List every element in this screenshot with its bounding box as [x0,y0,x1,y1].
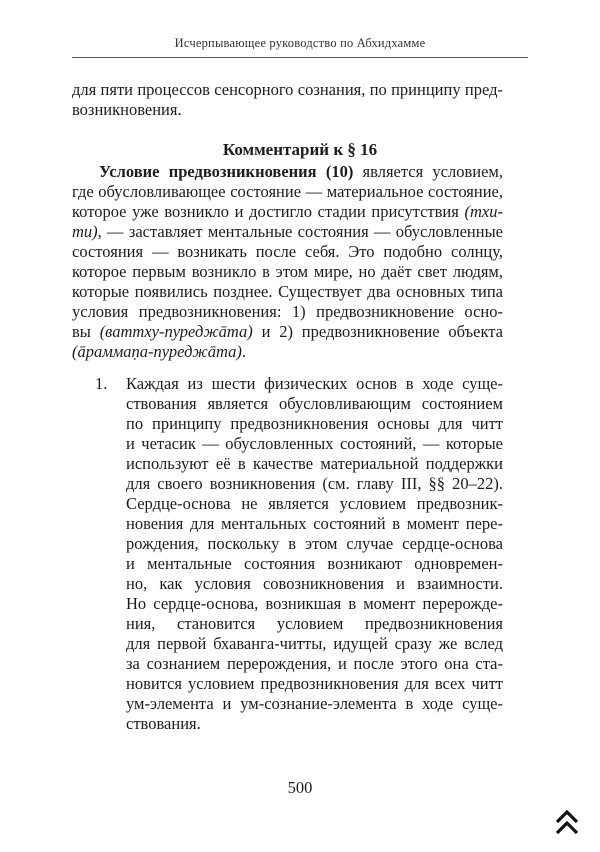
item-line: ствования является обусловливающим состоянием [126,394,503,413]
comment-line-7: которые появились позднее. Существует два основных типа [72,282,503,301]
pali-term: ти), [72,222,102,241]
item-line: Но сердце-основа, возникшая в момент перерожде- [126,594,503,613]
item-line: используют её в качестве материальной поддержки [126,454,503,473]
pali-term: (ваттху-пуреджāта) [99,322,253,341]
item-line: новения для ментальных состояний в момент пере- [126,514,503,533]
comment-line-9 [72,322,503,342]
comment-line-1 [99,162,503,182]
comment-text: — заставляет ментальные состояния — обусловленные [101,222,503,241]
section-title: Комментарий к § 16 [222,140,378,159]
item-line: ствования. [126,714,201,733]
item-line: по принципу предвозникновения основы для читт [126,414,503,433]
item-line: и ментальные состояния возникают одновремен- [126,554,503,573]
page-number: 500 [287,778,313,797]
item-line: за сознанием перерождения, и после этого она ста- [126,654,503,673]
comment-line-6: которое первым возникло в этом мире, но даёт свет людям, [72,262,503,281]
intro-line-2: возникновения. [72,100,182,119]
intro-line-1: для пяти процессов сенсорного сознания, по принципу пред- [72,80,503,99]
comment-text: является условием, [353,162,503,181]
term-bold: Условие предвозникновения (10) [99,162,354,181]
comment-text: . [241,342,246,361]
item-line: ния, становится условием предвозникновения [126,614,503,633]
pali-term: (āраммаṇа-пуреджāта) [72,342,242,361]
item-line: для первой бхаванга-читты, идущей сразу же вслед [126,634,503,653]
comment-line-3 [72,202,503,222]
item-line: новится условием предвозникновения для всех читт [126,674,503,693]
item-line: Каждая из шести физических основ в ходе суще- [126,374,503,393]
list-item-number: 1. [95,374,108,393]
double-chevron-up-icon[interactable] [554,808,580,836]
comment-line-5: состояния — возникать после себя. Это подобно солнцу, [72,242,503,261]
item-line: для своего возникновения (см. главу III, §§ 20–22). [126,474,503,493]
comment-text: которое уже возникло и достигло стадии присутствия [72,202,465,221]
item-line: и четасик — обусловленных состояний, — которые [126,434,503,453]
comment-line-4 [72,222,503,242]
comment-line-2: где обусловливающее состояние — материальное состояние, [72,182,503,201]
comment-text: и 2) предвозникновение объекта [252,322,503,341]
item-line: рождения, поскольку в этом случае сердце-основа [126,534,503,553]
comment-line-8: условия предвозникновения: 1) предвозникновение осно- [72,302,503,321]
item-line: Сердце-основа не является условием предвозник- [126,494,503,513]
header-rule [72,57,528,58]
comment-line-10 [72,342,246,362]
item-line: но, как условия совозникновения и взаимности. [126,574,503,593]
item-line: ум-элемента и ум-сознание-элемента в ходе суще- [126,694,503,713]
pali-term: (тхи- [464,202,503,221]
comment-text: вы [72,322,100,341]
running-head: Исчерпывающее руководство по Абхидхамме [174,36,426,50]
